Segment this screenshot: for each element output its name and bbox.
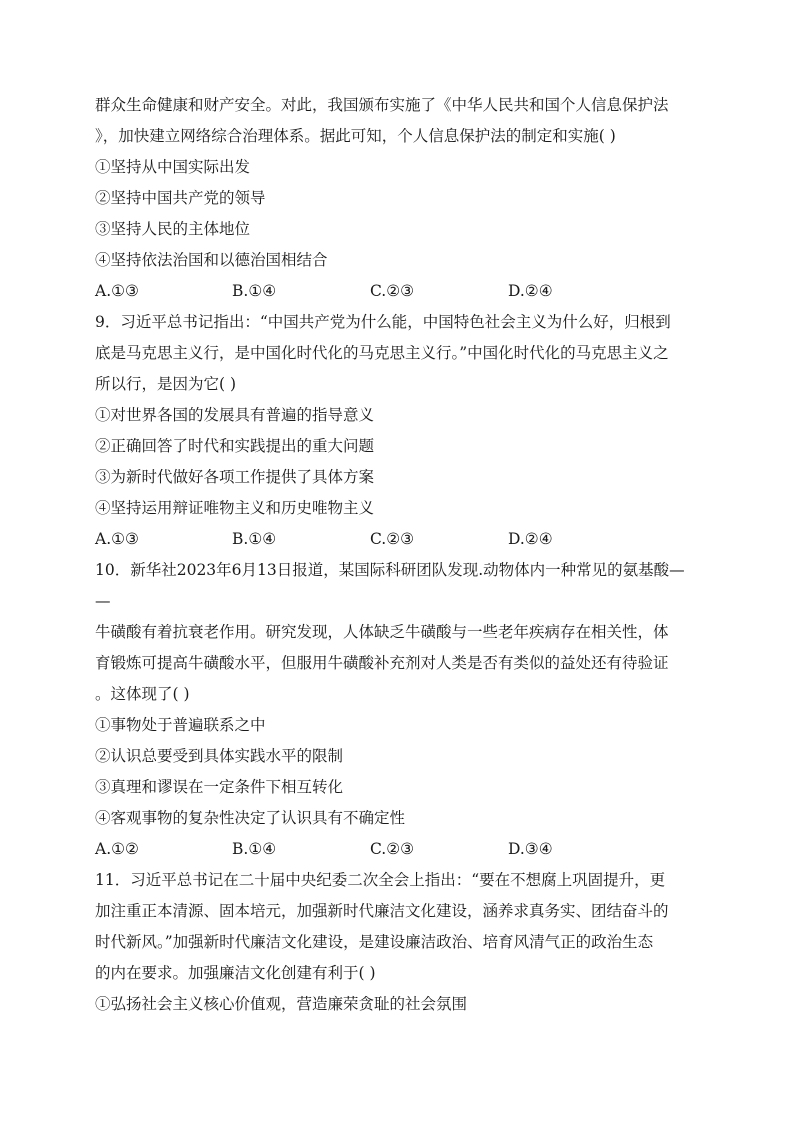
question-stem-line: 10．新华社2023年6月13日报道，某国际科研团队发现.动物体内一种常见的氨基酸—: [95, 561, 685, 579]
question-stem-line: 牛磺酸有着抗衰老作用。研究发现，人体缺乏牛磺酸与一些老年疾病存在相关性，体: [95, 623, 669, 641]
question-stem-line: 加注重正本清源、固本培元，加强新时代廉洁文化建设，涵养求真务实、团结奋斗的: [95, 902, 669, 920]
option-item: ②正确回答了时代和实践提出的重大问题: [95, 437, 375, 455]
option-item: ④坚持运用辩证唯物主义和历史唯物主义: [95, 499, 375, 517]
answer-choice-d: D.②④: [508, 282, 553, 300]
answer-choice-a: A.①②: [95, 840, 139, 858]
question-9: [95, 307, 700, 555]
answer-choice-a: A.①③: [95, 282, 139, 300]
question-8: [95, 90, 700, 307]
option-item: ②认识总要受到具体实践水平的限制: [95, 747, 344, 765]
option-item: ③坚持人民的主体地位: [95, 220, 251, 238]
option-item: ④客观事物的复杂性决定了认识具有不确定性: [95, 809, 406, 827]
answer-choice-b: B.①④: [232, 840, 277, 858]
question-10: [95, 555, 700, 865]
question-content: [95, 90, 700, 1020]
answer-choice-c: C.②③: [370, 840, 415, 858]
option-item: ②坚持中国共产党的领导: [95, 189, 266, 207]
option-item: ④坚持依法治国和以德治国相结合: [95, 251, 328, 269]
option-item: ①弘扬社会主义核心价值观，营造廉荣贪耻的社会氛围: [95, 995, 468, 1013]
question-stem-line: 。这体现了( ): [95, 685, 190, 703]
answer-choice-a: A.①③: [95, 530, 139, 548]
answer-choice-c: C.②③: [370, 282, 415, 300]
answer-choice-b: B.①④: [232, 530, 277, 548]
question-stem-line: 群众生命健康和财产安全。对此，我国颁布实施了《中华人民共和国个人信息保护法: [95, 96, 669, 114]
answer-choices: [95, 834, 700, 865]
option-item: ①对世界各国的发展具有普遍的指导意义: [95, 406, 375, 424]
question-stem-line: —: [95, 592, 111, 610]
question-stem-line: 》，加快建立网络综合治理体系。据此可知，个人信息保护法的制定和实施( ): [95, 127, 616, 145]
question-stem-line: 时代新风。”加强新时代廉洁文化建设，是建设廉洁政治、培育风清气正的政治生态: [95, 933, 654, 951]
answer-choices: [95, 524, 700, 555]
answer-choice-d: D.②④: [508, 530, 553, 548]
answer-choices: [95, 276, 700, 307]
answer-choice-d: D.③④: [508, 840, 553, 858]
option-item: ①坚持从中国实际出发: [95, 158, 251, 176]
option-item: ③真理和谬误在一定条件下相互转化: [95, 778, 344, 796]
option-item: ①事物处于普遍联系之中: [95, 716, 266, 734]
question-stem-line: 9．习近平总书记指出：“中国共产党为什么能，中国特色社会主义为什么好，归根到: [95, 313, 671, 331]
question-11: [95, 865, 700, 1020]
question-stem-line: 所以行，是因为它( ): [95, 375, 237, 393]
question-stem-line: 11．习近平总书记在二十届中央纪委二次全会上指出：“要在不想腐上巩固提升，更: [95, 871, 666, 889]
answer-choice-b: B.①④: [232, 282, 277, 300]
answer-choice-c: C.②③: [370, 530, 415, 548]
question-stem-line: 底是马克思主义行，是中国化时代化的马克思主义行。”中国化时代化的马克思主义之: [95, 344, 669, 362]
option-item: ③为新时代做好各项工作提供了具体方案: [95, 468, 375, 486]
question-stem-line: 的内在要求。加强廉洁文化创建有利于( ): [95, 964, 376, 982]
question-stem-line: 育锻炼可提高牛磺酸水平，但服用牛磺酸补充剂对人类是否有类似的益处还有待验证: [95, 654, 669, 672]
